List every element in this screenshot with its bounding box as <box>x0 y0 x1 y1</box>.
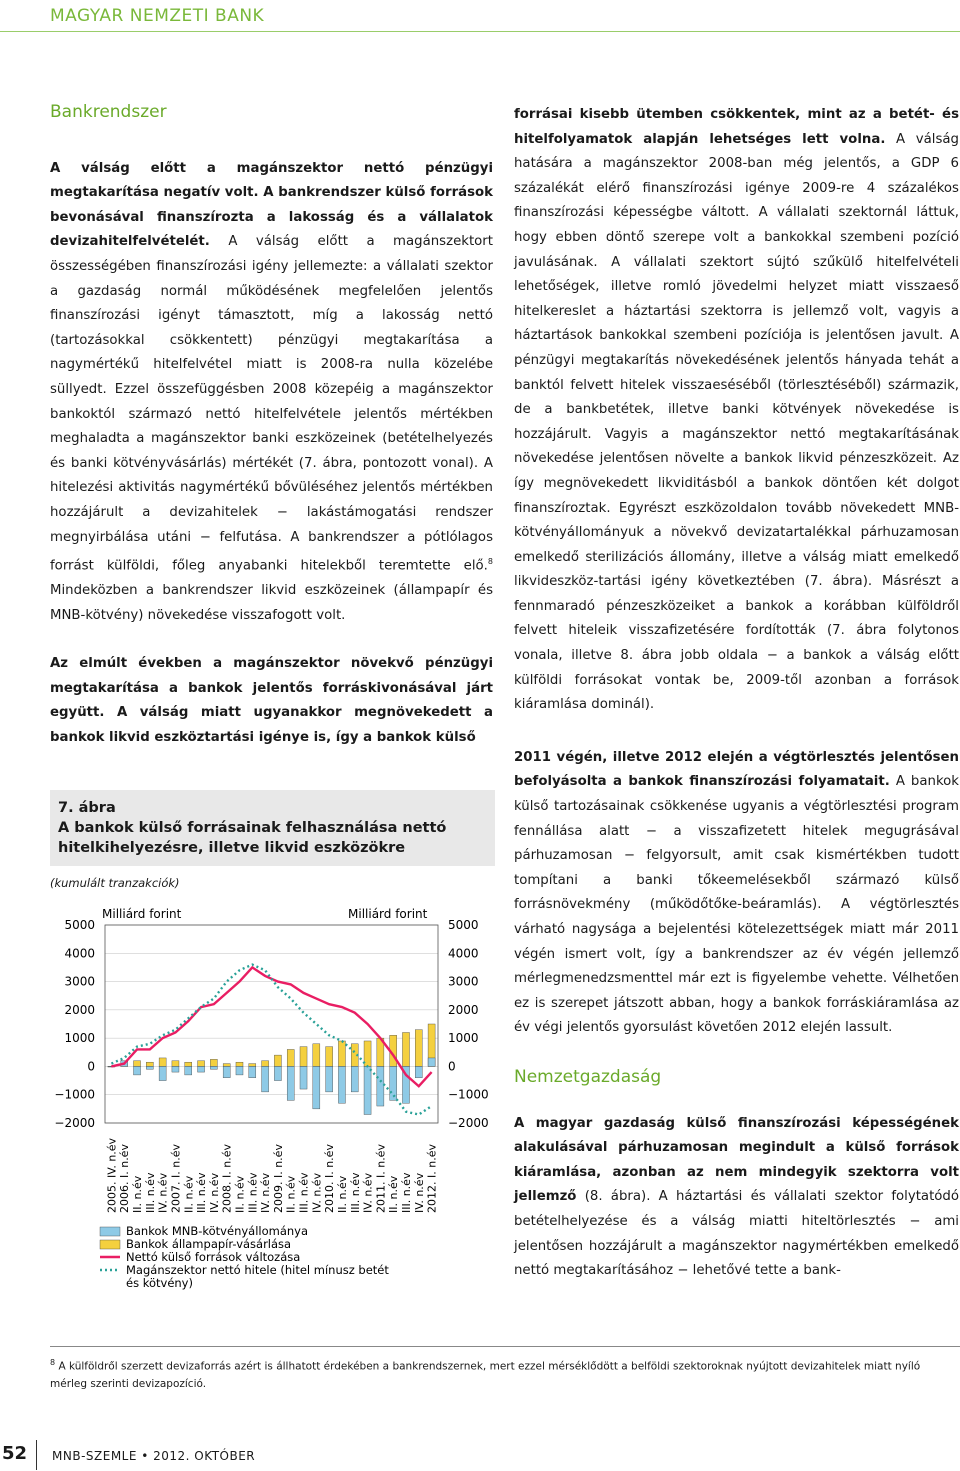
bar-mnb-kotveny <box>287 1066 294 1100</box>
legend-allampapir-swatch <box>100 1240 120 1249</box>
brand-title: MAGYAR NEMZETI BANK <box>50 6 265 26</box>
left-paragraph-1 <box>50 157 493 629</box>
magazine-name: MNB-SZEMLE • 2012. OKTÓBER <box>52 1449 256 1463</box>
right-paragraph-2 <box>514 746 959 1041</box>
legend-maganszektor-label: Magánszektor nettó hitele (hitel mínusz betét <box>126 1263 389 1277</box>
figure-number: 7. ábra <box>58 800 116 816</box>
y-tick-label-left: 4000 <box>64 946 95 961</box>
footnote-ref[interactable]: 8 <box>487 557 493 567</box>
bar-allampapir <box>300 1047 307 1067</box>
x-tick-label: IV. n.év <box>207 1172 221 1213</box>
y-tick-label-left: 2000 <box>64 1002 95 1017</box>
bar-allampapir <box>223 1064 230 1067</box>
y-tick-label-right: −1000 <box>448 1087 489 1102</box>
y-tick-label-right: 5000 <box>448 918 479 932</box>
bar-mnb-kotveny <box>223 1066 230 1077</box>
section-title-bankrendszer: Bankrendszer <box>50 102 167 122</box>
x-tick-label: III. n.év <box>246 1172 260 1213</box>
x-tick-label: IV. n.év <box>310 1172 324 1213</box>
right-p1-text: A válság hatására a magánszektor 2008-ban még jelentős, a GDP 6 százalékát elérő finanszírozási igénye 2009-re 4 százalékos finanszírozási képességbe váltott. A vállalati szektornál láttuk, hogy ebben döntő szerepe volt a bankokkal szembeni pozíció javulásának. A vállalati szektort sújtó szűkülő hitelfelvételi lehetőségek, illetve romló jövedelmi helyzet miatt visszaeső hitelkereslet a háztartási szektorra is jellemző volt, vagyis a háztartások bankokkal szembeni pozíciója is jelentősen javult. A pénzügyi megtakarítás növekedésének jelentős hányada tehát a banktól felvett hitelek visszaeséséből (törlesztéséből) származik, de a bankbetétek, illetve banki kötvények növekedése is hozzájárult. Vagyis a magánszektor nettó megtakarításának növekedése jelentősen növelte a bankok likvid pénzeszközeit. Az így megnövekedett likviditásból a bankok döntően két dolgot finanszíroztak. Egyrészt eszközoldalon tovább növekedett MNB-kötvényállományuk a növekvő devizatartalékkal párhuzamosan emelkedő sterilizációs állomány, illetve a válság miatt emelkedő likvideszköz-tartási igény következtében (7. ábra). Másrészt a fennmaradó pénzeszközeiket a bankok a korábban külföldről felvett hiteleik visszafizetésére fordították (7. ábra folytonos vonala, illetve 8. ábra jobb oldala − a bankok a válság előtt külföldi forrásokat vontak be, 2009-től azonban a források kiáramlása dominál). <box>514 131 959 713</box>
x-tick-label: IV. n.év <box>156 1172 170 1213</box>
bar-mnb-kotveny <box>313 1066 320 1108</box>
x-tick-label: II. n.év <box>284 1175 298 1213</box>
bar-allampapir <box>236 1062 243 1066</box>
right-p2-bold: 2011 végén, illetve 2012 elején a végtörlesztés jelentősen befolyásolta a bankok finanszírozási folyamatait. <box>514 749 959 790</box>
bar-mnb-kotveny <box>210 1066 217 1069</box>
legend-mnb-label: Bankok MNB-kötvényállománya <box>126 1224 309 1238</box>
right-p1-bold: forrásai kisebb ütemben csökkentek, mint az a betét- és hitelfolyamatok alapján lehetséges lett volna. <box>514 107 959 147</box>
x-tick-label: 2012. I. n.év <box>425 1144 439 1213</box>
header-rule <box>0 31 960 32</box>
bar-mnb-kotveny <box>377 1066 384 1106</box>
bar-allampapir <box>402 1032 409 1066</box>
bar-allampapir <box>274 1055 281 1066</box>
bar-allampapir <box>287 1049 294 1066</box>
bar-mnb-kotveny <box>146 1066 153 1069</box>
bar-mnb-kotveny <box>262 1066 269 1091</box>
section-title-nemzetgazdasag: Nemzetgazdaság <box>514 1066 662 1087</box>
bar-allampapir <box>262 1061 269 1067</box>
bar-mnb-kotveny <box>133 1066 140 1074</box>
x-tick-label: 2008. I. n.év <box>220 1144 234 1213</box>
bar-allampapir <box>159 1058 166 1066</box>
legend-mnb-swatch <box>100 1227 120 1236</box>
x-tick-label: II. n.év <box>131 1175 145 1213</box>
bar-mnb-kotveny <box>274 1066 281 1080</box>
y-tick-label-right: 4000 <box>448 946 479 961</box>
right-p3-text: (8. ábra). A háztartási és vállalati szektor folytatódó betételhelyezése és a válság miatti hiteltörlesztés − ami jelentősen hozzájárult a magánszektor nagymértékben emelkedő nettó megtakarításához − lehetővé tette a bank- <box>514 1189 959 1279</box>
y-axis-label-left: Milliárd forint <box>102 907 182 921</box>
bar-mnb-kotveny <box>198 1066 205 1072</box>
x-tick-label: III. n.év <box>195 1172 209 1213</box>
footnote-number: 8 <box>50 1358 56 1367</box>
bar-mnb-kotveny <box>185 1066 192 1074</box>
y-tick-label-left: 5000 <box>64 918 95 932</box>
y-tick-label-right: −2000 <box>448 1116 489 1130</box>
footer-divider <box>36 1440 37 1470</box>
y-axis-label-right: Milliárd forint <box>348 907 428 921</box>
left-p1-bold: A válság előtt a magánszektor nettó pénzügyi megtakarítása negatív volt. A bankrendszer külső források bevonásával finanszírozta a lakosság és a vállalatok devizahitelfelvételét. <box>50 160 493 250</box>
y-tick-label-left: 0 <box>87 1059 95 1074</box>
bar-allampapir <box>326 1047 333 1067</box>
bar-mnb-kotveny <box>300 1066 307 1089</box>
figure-header <box>50 790 495 866</box>
right-paragraph-1 <box>514 103 959 718</box>
bar-allampapir <box>210 1059 217 1066</box>
bar-mnb-kotveny <box>338 1066 345 1103</box>
bar-mnb-kotveny <box>326 1066 333 1091</box>
x-tick-label: 2006. I. n.év <box>118 1144 132 1213</box>
figure-subtitle: (kumulált tranzakciók) <box>50 876 180 890</box>
x-tick-label: IV. n.év <box>361 1172 375 1213</box>
x-tick-label: II. n.év <box>182 1175 196 1213</box>
left-p1-tail: Mindeközben a bankrendszer likvid eszközeinek (állampapír és MNB-kötvény) növekedése visszafogott volt. <box>50 583 493 623</box>
page-header <box>0 0 960 32</box>
bar-allampapir <box>313 1044 320 1067</box>
y-tick-label-left: 1000 <box>64 1031 95 1046</box>
legend-netto-label: Nettó külső források változása <box>126 1250 301 1264</box>
y-tick-label-right: 0 <box>448 1059 456 1074</box>
bar-mnb-kotveny <box>364 1066 371 1114</box>
x-tick-label: 2005. IV. n.év <box>105 1137 119 1213</box>
y-tick-label-right: 2000 <box>448 1002 479 1017</box>
left-paragraph-2: Az elmúlt években a magánszektor növekvő pénzügyi megtakarítása a bankok jelentős forráskivonásával járt együtt. A válság miatt ugyanakkor megnövekedett a bankok likvid eszköztartási igénye is, így a bankok külső <box>50 656 493 746</box>
y-tick-label-left: −1000 <box>54 1087 95 1102</box>
bar-allampapir <box>249 1064 256 1067</box>
footnote-text: A külföldről szerzett devizaforrás azért is állhatott érdekében a bankrendszernek, mert ezzel mérséklődött a belföldi szektoroknak nyújtott devizahitelek miatt nyíló mérleg szerinti devizapozíció. <box>50 1360 921 1390</box>
y-tick-label-left: −2000 <box>54 1116 95 1130</box>
y-tick-label-right: 1000 <box>448 1031 479 1046</box>
bar-mnb-kotveny <box>428 1058 435 1066</box>
footnote-divider <box>50 1346 960 1347</box>
figure-7 <box>50 790 495 1310</box>
bar-allampapir <box>133 1061 140 1067</box>
x-tick-label: III. n.év <box>348 1172 362 1213</box>
figure-title: A bankok külső forrásainak felhasználása nettó hitelkihelyezésre, illetve likvid eszközökre <box>58 820 447 856</box>
bar-mnb-kotveny <box>390 1066 397 1100</box>
bar-allampapir <box>185 1062 192 1066</box>
bar-mnb-kotveny <box>159 1066 166 1080</box>
x-tick-label: 2009. I. n.év <box>271 1144 285 1213</box>
x-tick-label: II. n.év <box>387 1175 401 1213</box>
right-paragraph-3 <box>514 1112 959 1284</box>
legend-maganszektor-label-cont: és kötvény) <box>126 1276 193 1290</box>
bar-mnb-kotveny <box>236 1066 243 1074</box>
right-p2-text: A bankok külső tartozásainak csökkenése ugyanis a végtörlesztési program fennállása alatt − a visszafizetett hitelek megugrásával párhuzamosan − felgyorsult, amit csak kismértékben tudott tompítani a banki tőkeemelésekből származó külső forrásnövekmény (működőtőke-beáramlás). A végtörlesztés várható nagysága a bejelentési kötelezettségek miatt már 2011 végén ismert volt, így a bankrendszer az év végén jellemző mérlegmenedzsmenttel már ezt is figyelembe vehette. Vélhetően ez is szerepet játszott abban, hogy a bankok forráskiáramlása az év végi jelentős gyorsulást követően 2012 elején lassult. <box>514 774 960 1036</box>
bar-mnb-kotveny <box>351 1066 358 1091</box>
right-column <box>514 103 959 1284</box>
bar-allampapir <box>146 1062 153 1066</box>
bar-allampapir <box>172 1061 179 1067</box>
x-tick-label: III. n.év <box>399 1172 413 1213</box>
x-tick-label: II. n.év <box>233 1175 247 1213</box>
y-tick-label-left: 3000 <box>64 974 95 989</box>
left-column <box>50 100 493 751</box>
bar-mnb-kotveny <box>415 1066 422 1077</box>
x-tick-label: II. n.év <box>335 1175 349 1213</box>
bar-allampapir <box>198 1061 205 1067</box>
bar-allampapir <box>415 1030 422 1067</box>
x-tick-label: 2007. I. n.év <box>169 1144 183 1213</box>
x-tick-label: 2010. I. n.év <box>323 1144 337 1213</box>
x-tick-label: III. n.év <box>143 1172 157 1213</box>
chart <box>50 900 495 1340</box>
right-p3-bold: A magyar gazdaság külső finanszírozási képességének alakulásával párhuzamosan megindult a külső források kiáramlása, azonban az nem mindegyik szektorra volt jellemző <box>514 1115 959 1205</box>
left-p1-text: A válság előtt a magánszektort összességében finanszírozási igény jellemezte: a vállalati szektor a gazdaság normál működésének megfelelően jelentős finanszírozási igényt támasztott, míg a lakosság nettó (tartozásokkal csökkentett) pénzügyi megtakarítása a nagymértékű hitelfelvétel miatt is 2008-ra nulla közelébe süllyedt. Ezzel összefüggésben 2008 közepéig a magánszektor bankoktól származó nettó hitelfelvétele jelentős mértékben meghaladta a magánszektor banki eszközeinek (betételhelyezés és banki kötvényvásárlás) mértékét (7. ábra, pontozott vonal). A hitelezési aktivitás nagymértékű bővüléséhez jelentős mértékben hozzájárult a devizahitelek − lakástámogatási rendszer megnyirbálása utáni − felfutása. A bankrendszer a pótlólagos forrást külföldi, főleg anyabanki hitelekből teremtette elő. <box>50 234 493 574</box>
page-number: 52 <box>2 1443 28 1464</box>
page-footer <box>0 1440 960 1471</box>
x-tick-label: III. n.év <box>297 1172 311 1213</box>
x-tick-label: IV. n.év <box>259 1172 273 1213</box>
x-tick-label: IV. n.év <box>412 1172 426 1213</box>
legend-allampapir-label: Bankok állampapír-vásárlása <box>126 1237 292 1251</box>
x-tick-label: 2011. I. n.év <box>374 1144 388 1213</box>
bar-allampapir <box>338 1041 345 1066</box>
bar-mnb-kotveny <box>172 1066 179 1072</box>
y-tick-label-right: 3000 <box>448 974 479 989</box>
bar-mnb-kotveny <box>249 1066 256 1077</box>
plot-frame <box>105 925 438 1123</box>
footnote <box>50 1354 960 1393</box>
